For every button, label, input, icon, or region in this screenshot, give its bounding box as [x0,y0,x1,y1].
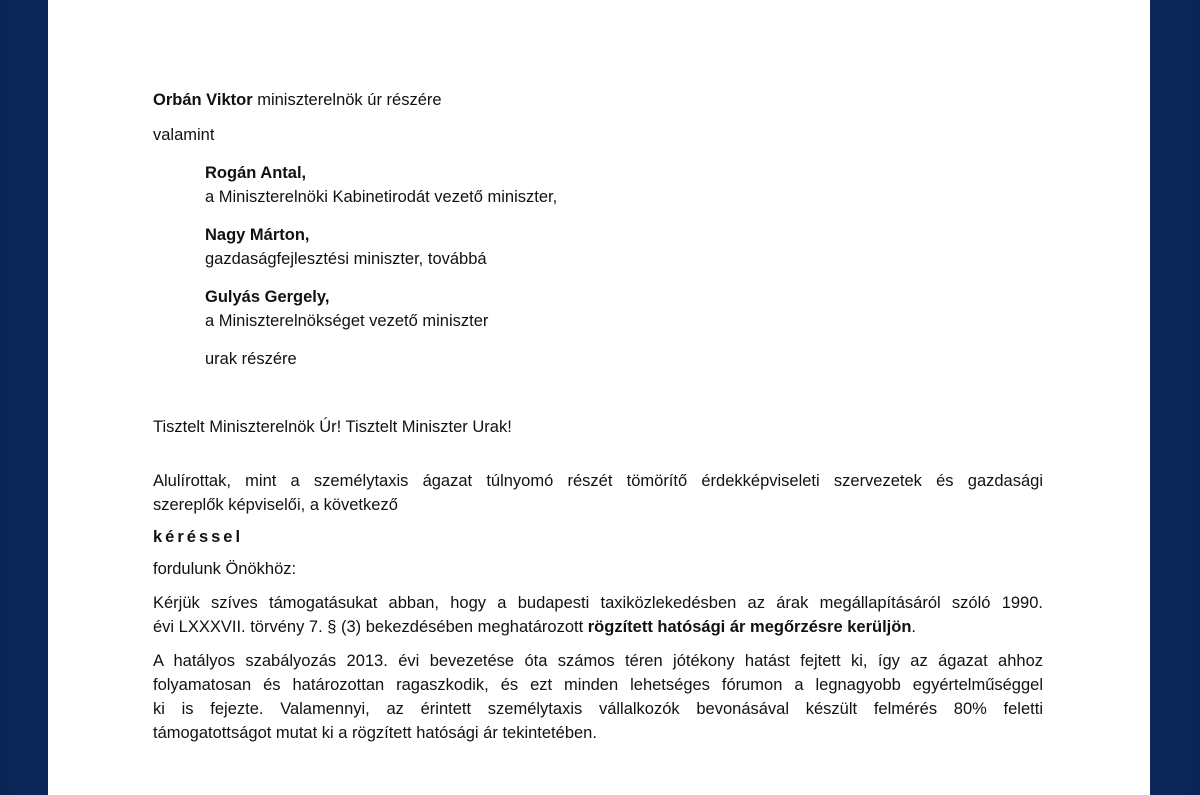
recipient-name: Nagy Márton, [205,226,310,244]
recipient-name: Gulyás Gergely, [205,288,330,306]
document-page [48,0,1150,795]
recipient-title: a Miniszterelnöki Kabinetirodát vezető miniszter, [205,188,558,206]
para1-end: . [911,618,917,636]
para1-emphasis: rögzített hatósági ár megőrzésre kerüljön [587,618,912,636]
para1-line [153,615,1043,639]
turn-to-line: fordulunk Önökhöz: [153,560,297,578]
recipients-closing: urak részére [205,350,297,368]
addressee-title: miniszterelnök úr részére [252,91,442,109]
letter-body [153,88,1043,745]
intro-line: Alulírottak, mint a személytaxis ágazat túlnyomó részét tömörítő érdekképviseleti szervezetek és gazdasági [153,472,1043,490]
para1-text: évi LXXXVII. törvény 7. § (3) bekezdésében meghatározott [153,618,588,636]
para2-line: támogatottságot mutat ki a rögzített hatósági ár tekintetében. [153,724,597,742]
para2-line: A hatályos szabályozás 2013. évi bevezetése óta számos téren jótékony hatást fejtett ki, így az ágazat ahhoz [153,652,1043,670]
para1-line: Kérjük szíves támogatásukat abban, hogy a budapesti taxiközlekedésben az árak megállapításáról szóló 1990. [153,594,1043,612]
para2-line: ki is fejezte. Valamennyi, az érintett személytaxis vállalkozók bevonásával készült felmérés 80% feletti [153,700,1043,718]
para2-line: folyamatosan és határozottan ragaszkodik, és ezt minden lehetséges fórumon a legnagyobb egyértelműséggel [153,676,1043,694]
recipient-name: Rogán Antal, [205,164,307,182]
intro-line: szereplők képviselői, a következő [153,496,398,514]
recipient-title: a Miniszterelnökséget vezető miniszter [205,312,489,330]
addressee-name: Orbán Viktor [153,91,253,109]
addressee-line [153,88,1043,112]
recipient-list [205,161,1043,371]
also-line: valamint [153,126,215,144]
request-word: kéréssel [153,528,244,546]
salutation: Tisztelt Miniszterelnök Úr! Tisztelt Miniszter Urak! [153,418,512,436]
recipient-title: gazdaságfejlesztési miniszter, továbbá [205,250,487,268]
